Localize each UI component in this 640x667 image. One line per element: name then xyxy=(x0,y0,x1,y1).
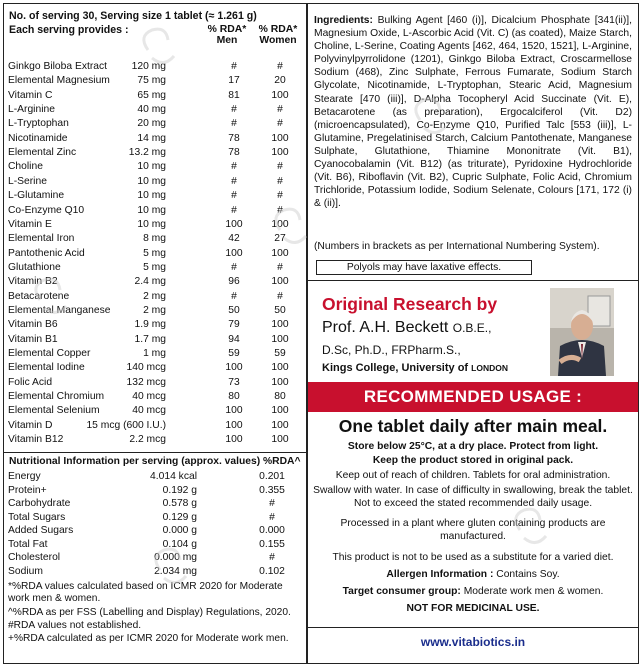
section-divider xyxy=(308,280,638,281)
rda-women-value: 100 xyxy=(271,276,289,288)
nutrient-name: Elemental Manganese xyxy=(8,304,111,316)
nutrient-name: Elemental Magnesium xyxy=(8,75,110,87)
nutrition-qty: 0.000 g xyxy=(162,525,197,536)
rda-women-value: 59 xyxy=(274,348,286,359)
col-rda-women: % RDA* Women xyxy=(258,24,298,46)
nutrient-qty: 5 mg xyxy=(143,261,166,273)
nutrient-name: Elemental Iron xyxy=(8,233,75,245)
rda-women-value: 100 xyxy=(271,218,289,230)
dose-instruction: One tablet daily after main meal. xyxy=(338,416,608,436)
section-divider xyxy=(4,452,306,453)
rda-women-value: 100 xyxy=(271,362,289,374)
nutrient-qty: 10 mg xyxy=(137,204,166,216)
rda-women-value: 20 xyxy=(274,75,286,87)
nutrition-name: Protein+ xyxy=(8,484,47,496)
swallow-note: Swallow with water. In case of difficulty in swallowing, break the tablet. Not to exceed the stated recommended daily usage. xyxy=(313,485,633,509)
nutrition-row xyxy=(4,552,306,565)
rda-women-value: 100 xyxy=(271,405,289,417)
nutrient-name: Vitamin B12 xyxy=(8,434,64,446)
prof-name: Prof. A.H. Beckett xyxy=(322,319,449,336)
rda-women-value: 100 xyxy=(271,132,289,144)
ingredients-label: Ingredients: xyxy=(314,15,373,26)
nutrient-row xyxy=(4,377,306,389)
storage-note: Store below 25°C, at a dry place. Protect from light. xyxy=(347,441,599,452)
nutrition-rda: 0.355 xyxy=(259,484,285,496)
nutrition-rda: 0.102 xyxy=(259,565,285,577)
college-line xyxy=(322,362,508,374)
rda-men-value: 100 xyxy=(225,405,243,417)
nutrition-name: Total Fat xyxy=(8,538,48,550)
nutrient-name: Glutathione xyxy=(8,261,61,273)
nutrient-name: L-Glutamine xyxy=(8,190,65,202)
nutrient-name: Elemental Selenium xyxy=(8,405,100,417)
rda-men-value: 100 xyxy=(225,362,243,374)
rda-men-value: 94 xyxy=(228,333,240,345)
prof-degrees: D.Sc, Ph.D., FRPharm.S., xyxy=(322,343,461,357)
nutrient-qty: 75 mg xyxy=(137,75,166,87)
rda-men-value: 81 xyxy=(228,89,240,101)
nutrition-qty: 0.192 g xyxy=(162,484,197,496)
rda-men-value: 100 xyxy=(225,218,243,230)
rda-women-value: # xyxy=(277,290,283,302)
nutrient-name: Vitamin C xyxy=(8,89,53,101)
rda-men-value: 100 xyxy=(225,247,243,259)
nutrient-name: L-Serine xyxy=(8,175,47,187)
nutrition-row xyxy=(4,525,306,538)
allergen-line xyxy=(312,569,634,582)
nutrient-qty: 10 mg xyxy=(137,161,166,173)
nutrient-panel xyxy=(3,3,307,664)
nutrient-qty: 2 mg xyxy=(143,304,166,316)
rda-men-value: # xyxy=(231,61,237,72)
research-title: Original Research by xyxy=(322,294,498,314)
nutrient-qty: 15 mcg (600 I.U.) xyxy=(86,419,166,431)
nutrient-name: Nicotinamide xyxy=(8,132,68,144)
nutrient-qty: 1.7 mg xyxy=(134,333,166,345)
nutrition-qty: 2.034 mg xyxy=(154,565,197,577)
rda-men-value: 59 xyxy=(228,348,240,359)
nutrient-row xyxy=(4,233,306,245)
nutrient-name: Elemental Chromium xyxy=(8,391,105,403)
nutrient-qty: 10 mg xyxy=(137,218,166,230)
nutrition-name: Sodium xyxy=(8,565,43,577)
nutrient-row xyxy=(4,334,306,346)
nutrient-qty: 40 mg xyxy=(137,104,166,116)
nutrition-rda: 0.155 xyxy=(259,538,285,550)
nutrient-row xyxy=(4,205,306,217)
nutrient-row xyxy=(4,262,306,274)
rda-women-value: # xyxy=(277,261,283,273)
nutrition-rda: 0.000 xyxy=(259,525,285,536)
rda-men-value: # xyxy=(231,175,237,187)
rda-men-value: 96 xyxy=(228,276,240,288)
rda-women-value: # xyxy=(277,118,283,130)
rda-women-value: # xyxy=(277,190,283,202)
diet-note: This product is not to be used as a substitute for a varied diet. xyxy=(332,552,614,563)
nutrient-row xyxy=(4,305,306,317)
ingredients-text: Bulking Agent [460 (i)], Dicalcium Phosphate [341(ii)], Magnesium Oxide, L-Ascorbic Acid (Vit. C) (as coated), Maize Starch, Choline, L-Serine, Coating Agents [462, 464, 1520, 1521], L-Arginine, Polyvinylpyrrolidone (1201), Ginkgo Biloba Extract, Croscarmellose Sodium (468), Zinc Sulphate, Ferrous Fumarate, Sodium Starch Glycolate, Nicotinamide, L-Tryptophan, Stearic Acid, Magnesium Stearate [470 (iii)], D-Alpha Tocopheryl Acid Succinate (Vit. E), Betacarotene (as preparation), Ergocalciferol (Vit. D2) (microencapsulated), Co-Enzyme Q10, Purified Talc [553 (iii)], L-Glutamine, Pregelatinised Starch, Calcium Pantothenate, Manganese Sulphate, Glutathione, Thiamine Mononitrate (Vit. B1), Cyanocobalamin (Vit. B12) (as triturate), Pyridoxine Hydrochloride (Vit. B6), Riboflavin (Vit. B2), Cupric Sulphate, Folic Acid, Chromium Trichloride, Potassium Iodide, Sodium Selenate, Colours [171, 172 (i) & (ii)]. xyxy=(314,15,632,210)
rda-men-value: # xyxy=(231,261,237,273)
polyols-note: Polyols may have laxative effects. xyxy=(316,260,532,275)
photo-portrait xyxy=(550,288,614,376)
nutrient-qty: 132 mcg xyxy=(126,376,166,388)
nutrient-row xyxy=(4,434,306,446)
rda-women-value: 100 xyxy=(271,333,289,345)
rda-women-value: 27 xyxy=(274,233,286,245)
section-divider xyxy=(308,627,638,628)
nutrient-qty: 40 mcg xyxy=(132,405,166,417)
rda-men-value: 100 xyxy=(225,434,243,446)
footnote: ^%RDA as per FSS (Labelling and Display) Regulations, 2020. xyxy=(8,607,291,618)
nutrient-row xyxy=(4,176,306,188)
nutrition-name: Energy xyxy=(8,471,41,482)
nutrient-name: Betacarotene xyxy=(8,290,70,302)
college-city: LONDON xyxy=(471,363,508,373)
nutrient-row xyxy=(4,90,306,102)
nutrition-row xyxy=(4,566,306,579)
nutrient-row xyxy=(4,420,306,432)
nutrient-qty: 140 mcg xyxy=(126,362,166,374)
nutrient-name: Pantothenic Acid xyxy=(8,247,85,259)
pack-note: Keep the product stored in original pack. xyxy=(372,455,574,466)
rda-women-value: 100 xyxy=(271,147,289,159)
nutrient-row xyxy=(4,118,306,130)
nutrition-rda: # xyxy=(269,498,275,509)
nutrient-name: Elemental Iodine xyxy=(8,362,85,374)
nutrition-name: Carbohydrate xyxy=(8,498,71,509)
nutrient-row xyxy=(4,391,306,403)
rda-men-value: # xyxy=(231,190,237,202)
nutrient-qty: 120 mg xyxy=(131,61,166,72)
rda-men-value: # xyxy=(231,290,237,302)
nutrient-row xyxy=(4,161,306,173)
rda-men-value: 100 xyxy=(225,419,243,431)
rda-women-value: # xyxy=(277,61,283,72)
not-medicinal: NOT FOR MEDICINAL USE. xyxy=(406,603,540,614)
nutrition-name: Cholesterol xyxy=(8,552,61,563)
footnote: *%RDA values calculated based on ICMR 2020 for Moderate work men & women. xyxy=(8,581,283,605)
target-label: Target consumer group: xyxy=(342,586,461,597)
allergen-label: Allergen Information : xyxy=(386,569,494,580)
nutrition-rda: # xyxy=(269,511,275,523)
rda-men-value: 80 xyxy=(228,391,240,403)
footnote: +%RDA calculated as per ICMR 2020 for Moderate work men. xyxy=(8,633,289,644)
nutrition-qty: 0.104 g xyxy=(162,538,197,550)
allergen-value: Contains Soy. xyxy=(493,569,560,580)
nutrition-qty: 0.000 mg xyxy=(154,552,197,563)
nutrient-qty: 65 mg xyxy=(137,89,166,101)
rda-men-value: # xyxy=(231,161,237,173)
nutrient-qty: 2.2 mcg xyxy=(129,434,166,446)
rda-men-value: # xyxy=(231,204,237,216)
nutrient-row xyxy=(4,248,306,260)
nutrient-name: L-Arginine xyxy=(8,104,55,116)
col-rda-men: % RDA* Men xyxy=(207,24,247,46)
rda-men-value: 73 xyxy=(228,376,240,388)
nutrient-qty: 13.2 mg xyxy=(128,147,166,159)
rda-women-value: # xyxy=(277,161,283,173)
provides-label: Each serving provides : xyxy=(9,24,129,36)
prof-name-line xyxy=(322,319,491,337)
recommended-banner: RECOMMENDED USAGE : xyxy=(308,382,638,412)
nutrient-qty: 2 mg xyxy=(143,290,166,302)
nutrient-row xyxy=(4,405,306,417)
nutrient-name: Vitamin E xyxy=(8,218,52,230)
portrait-image xyxy=(550,288,614,376)
nutrient-qty: 2.4 mg xyxy=(134,276,166,288)
nutrient-row xyxy=(4,348,306,360)
rda-women-value: 50 xyxy=(274,304,286,316)
nutrient-row xyxy=(4,362,306,374)
nutrition-row xyxy=(4,471,306,484)
nutrition-qty: 4.014 kcal xyxy=(150,471,197,482)
nutrition-name: Total Sugars xyxy=(8,511,66,523)
rda-men-value: 42 xyxy=(228,233,240,245)
nutrition-rda: 0.201 xyxy=(259,471,285,482)
serving-line: No. of serving 30, Serving size 1 tablet (≈ 1.261 g) xyxy=(9,10,257,22)
nutrient-name: Co-Enzyme Q10 xyxy=(8,204,85,216)
nutrition-qty: 0.578 g xyxy=(162,498,197,509)
website-link[interactable]: www.vitabiotics.in xyxy=(420,635,526,649)
college: Kings College, University of xyxy=(322,362,472,374)
rda-men-value: 78 xyxy=(228,132,240,144)
nutrient-name: Elemental Copper xyxy=(8,348,91,359)
rda-women-value: 100 xyxy=(271,319,289,331)
rda-men-value: 17 xyxy=(228,75,240,87)
numbering-note: (Numbers in brackets as per International Numbering System). xyxy=(314,241,600,252)
rda-women-value: 100 xyxy=(271,376,289,388)
rda-women-value: 100 xyxy=(271,434,289,446)
rda-men-value: 78 xyxy=(228,147,240,159)
nutrient-row xyxy=(4,75,306,87)
nutrient-row xyxy=(4,319,306,331)
footnote: #RDA values not established. xyxy=(8,620,142,631)
nutrition-rda: # xyxy=(269,552,275,563)
nutrient-row xyxy=(4,291,306,303)
nutrition-row xyxy=(4,498,306,511)
rda-women-value: 100 xyxy=(271,89,289,101)
rda-men-value: # xyxy=(231,104,237,116)
nutrition-name: Added Sugars xyxy=(8,525,74,536)
nutrient-name: Folic Acid xyxy=(8,376,53,388)
rda-men-value: 79 xyxy=(228,319,240,331)
nutrition-row xyxy=(4,512,306,525)
nutrient-qty: 10 mg xyxy=(137,190,166,202)
nutrient-name: Ginkgo Biloba Extract xyxy=(8,61,108,72)
prof-obe: O.B.E., xyxy=(452,321,492,335)
nutrition-row xyxy=(4,539,306,552)
nutrient-name: L-Tryptophan xyxy=(8,118,69,130)
nutrition-row xyxy=(4,485,306,498)
nutrient-name: Vitamin B6 xyxy=(8,319,58,331)
nutrient-name: Choline xyxy=(8,161,43,173)
rda-women-value: # xyxy=(277,204,283,216)
nutrient-name: Vitamin B1 xyxy=(8,333,58,345)
rda-women-value: 80 xyxy=(274,391,286,403)
target-value: Moderate work men & women. xyxy=(460,586,604,597)
target-line xyxy=(312,586,634,599)
nutrient-qty: 10 mg xyxy=(137,175,166,187)
nutrient-qty: 5 mg xyxy=(143,247,166,259)
nutrient-qty: 1.9 mg xyxy=(134,319,166,331)
nutrient-qty: 14 mg xyxy=(137,132,166,144)
nutrient-name: Vitamin B2 xyxy=(8,276,58,288)
nutrient-row xyxy=(4,219,306,231)
nutrient-row xyxy=(4,61,306,73)
nutrient-qty: 8 mg xyxy=(143,233,166,245)
nutrient-qty: 20 mg xyxy=(137,118,166,130)
nutrient-row xyxy=(4,190,306,202)
rda-women-value: 100 xyxy=(271,247,289,259)
nutrient-row xyxy=(4,133,306,145)
nutrient-name: Vitamin D xyxy=(8,419,53,431)
info-panel xyxy=(307,3,639,664)
nutrition-qty: 0.129 g xyxy=(162,511,197,523)
rda-men-value: 50 xyxy=(228,304,240,316)
rda-women-value: # xyxy=(277,175,283,187)
nutrient-qty: 40 mcg xyxy=(132,391,166,403)
ingredients xyxy=(314,14,632,210)
nutrition-header: Nutritional Information per serving (approx. values) %RDA^ xyxy=(9,456,301,467)
nutrient-row xyxy=(4,147,306,159)
nutrient-qty: 1 mg xyxy=(143,348,166,359)
rda-men-value: # xyxy=(231,118,237,130)
nutrient-name: Elemental Zinc xyxy=(8,147,77,159)
children-note: Keep out of reach of children. Tablets for oral administration. xyxy=(335,470,611,481)
gluten-note: Processed in a plant where gluten containing products are manufactured. xyxy=(340,518,606,542)
nutrient-row xyxy=(4,104,306,116)
rda-women-value: # xyxy=(277,104,283,116)
nutrient-row xyxy=(4,276,306,288)
rda-women-value: 100 xyxy=(271,419,289,431)
